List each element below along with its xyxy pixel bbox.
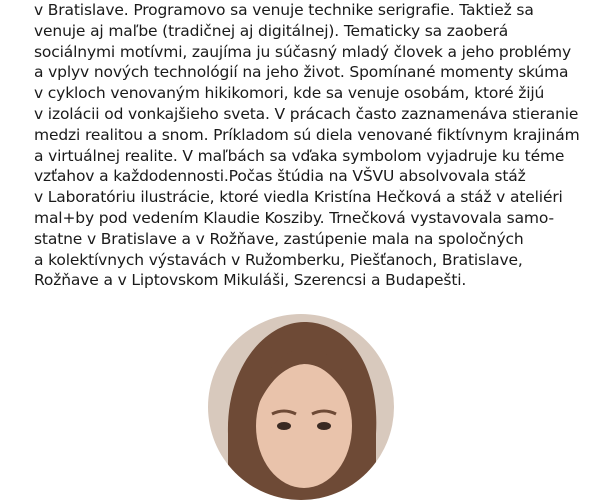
bio-line: v cykloch venovaným hikikomori, kde sa venuje osobám, ktoré žijú — [34, 84, 545, 103]
portrait-left-eye — [277, 422, 291, 430]
bio-line: a virtuálnej realite. V maľbách sa vďaka symbolom vyjadruje ku téme — [34, 146, 565, 165]
bio-line: v Laboratóriu ilustrácie, ktoré viedla Kristína Hečková a stáž v ateliéri — [34, 188, 563, 207]
bio-line: mal+by pod vedením Klaudie Kosziby. Trnečková vystavovala samo- — [34, 208, 554, 227]
bio-line: sociálnymi motívmi, zaujíma ju súčasný mladý človek a jeho problémy — [34, 42, 572, 61]
bio-line: Rožňave a v Liptovskom Mikuláši, Szerencsi a Budapešti. — [34, 271, 467, 290]
bio-line: v izolácii od vonkajšieho sveta. V prácach často zaznamenáva stieranie — [34, 104, 579, 123]
artist-biography — [34, 0, 594, 291]
portrait-right-eye — [317, 422, 331, 430]
portrait-illustration — [208, 314, 394, 500]
bio-line: statne v Bratislave a v Rožňave, zastúpenie mala na spoločných — [34, 229, 524, 248]
bio-line: venuje aj maľbe (tradičnej aj digitálnej). Tematicky sa zaoberá — [34, 21, 509, 40]
artist-portrait-photo — [208, 314, 394, 500]
bio-line: a kolektívnych výstavách v Ružomberku, Piešťanoch, Bratislave, — [34, 250, 523, 269]
bio-line: v Bratislave. Programovo sa venuje technike serigrafie. Taktiež sa — [34, 1, 534, 19]
bio-line: a vplyv nových technológií na jeho život. Spomínané momenty skúma — [34, 63, 569, 82]
bio-line: vzťahov a každodennosti.Počas štúdia na VŠVU absolvovala stáž — [34, 167, 526, 186]
bio-line: medzi realitou a snom. Príkladom sú diela venované fiktívnym krajinám — [34, 125, 580, 144]
